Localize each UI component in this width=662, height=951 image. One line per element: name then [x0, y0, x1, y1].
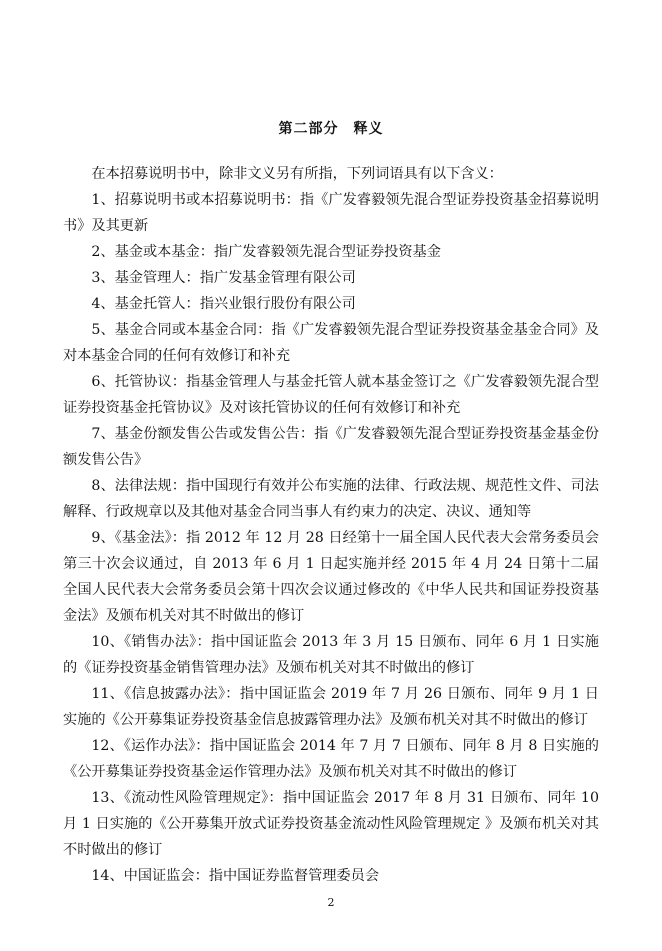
- document-body: [63, 161, 599, 889]
- page-number: 2: [327, 896, 335, 909]
- definition-item: 7、基金份额发售公告或发售公告：指《广发睿毅领先混合型证券投资基金基金份额发售公告》: [63, 426, 599, 468]
- definition-item: 12、《运作办法》：指中国证监会 2014 年 7 月 7 日颁布、同年 8 月 8 日实施的《公开募集证券投资基金运作管理办法》及颁布机关对其不时做出的修订: [63, 738, 599, 780]
- definition-item: 5、基金合同或本基金合同：指《广发睿毅领先混合型证券投资基金基金合同》及对本基金合同的任何有效修订和补充: [63, 322, 599, 364]
- intro-paragraph: 在本招募说明书中，除非文义另有所指，下列词语具有以下含义：: [91, 166, 503, 182]
- definition-item: 10、《销售办法》：指中国证监会 2013 年 3 月 15 日颁布、同年 6 月 1 日实施的《证券投资基金销售管理办法》及颁布机关对其不时做出的修订: [63, 634, 599, 676]
- definition-item: 8、法律法规：指中国现行有效并公布实施的法律、行政法规、规范性文件、司法解释、行政规章以及其他对基金合同当事人有约束力的决定、决议、通知等: [63, 478, 599, 520]
- definition-item: 1、招募说明书或本招募说明书：指《广发睿毅领先混合型证券投资基金招募说明书》及其更新: [63, 192, 599, 234]
- definition-item: 14、中国证监会：指中国证券监督管理委员会: [91, 868, 380, 884]
- definition-item: 13、《流动性风险管理规定》：指中国证监会 2017 年 8 月 31 日颁布、同年 10 月 1 日实施的《公开募集开放式证券投资基金流动性风险管理规定 》及颁布机关对其不时做出的修订: [63, 790, 599, 858]
- definition-item: 3、基金管理人：指广发基金管理有限公司: [91, 270, 356, 286]
- definition-item: 6、托管协议：指基金管理人与基金托管人就本基金签订之《广发睿毅领先混合型证券投资基金托管协议》及对该托管协议的任何有效修订和补充: [63, 374, 599, 416]
- definition-item: 9、《基金法》：指 2012 年 12 月 28 日经第十一届全国人民代表大会常务委员会第三十次会议通过，自 2013 年 6 月 1 日起实施并经 2015 年 4 月 24 日第十二届全国人民代表大会常务委员会第十四次会议通过修改的《中华人民共和国证券投资基金法》及颁布机关对其不时做出的修订: [63, 530, 599, 624]
- definition-item: 4、基金托管人：指兴业银行股份有限公司: [91, 296, 356, 312]
- section-title: 第二部分 释义: [278, 121, 384, 137]
- definition-item: 2、基金或本基金：指广发睿毅领先混合型证券投资基金: [91, 244, 441, 260]
- definition-item: 11、《信息披露办法》：指中国证监会 2019 年 7 月 26 日颁布、同年 9 月 1 日实施的《公开募集证券投资基金信息披露管理办法》及颁布机关对其不时做出的修订: [63, 686, 599, 728]
